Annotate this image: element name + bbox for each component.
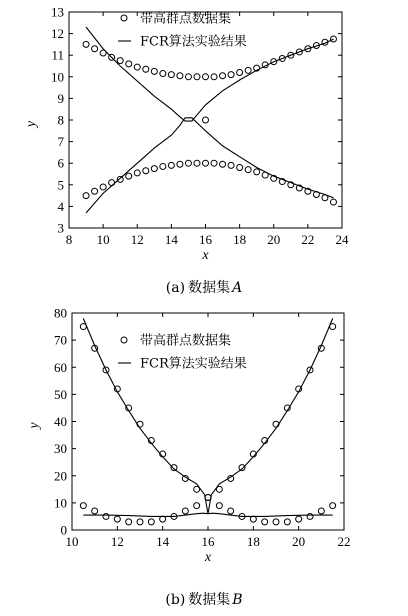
y-axis-label: y: [24, 120, 39, 128]
data-point: [211, 160, 217, 166]
data-point: [171, 465, 177, 471]
y-tick-label: 4: [57, 198, 64, 214]
x-tick-label: 10: [96, 232, 110, 247]
y-tick-label: 0: [60, 522, 67, 538]
data-point: [117, 58, 123, 64]
y-tick-label: 50: [54, 386, 67, 402]
data-point: [109, 180, 115, 186]
y-tick-label: 10: [51, 69, 64, 85]
data-point: [126, 173, 132, 179]
x-axis-label: x: [204, 550, 212, 565]
y-tick-label: 70: [54, 332, 67, 348]
y-tick-label: 80: [54, 305, 67, 321]
caption-var: B: [232, 592, 243, 608]
data-point: [92, 188, 98, 194]
y-tick-label: 5: [57, 177, 64, 193]
x-tick-label: 16: [201, 534, 215, 549]
caption-var: A: [232, 280, 243, 296]
data-point: [318, 508, 324, 514]
data-point: [216, 503, 222, 509]
data-point: [330, 503, 336, 509]
y-tick-label: 60: [54, 359, 67, 375]
x-tick-label: 24: [335, 232, 349, 247]
chart-1: [27, 306, 351, 609]
x-tick-label: 22: [301, 232, 315, 247]
fcr-curve: [185, 118, 334, 198]
legend-label: FCR算法实验结果: [140, 356, 247, 372]
fcr-curve: [86, 118, 185, 213]
data-point: [262, 519, 268, 525]
data-point: [168, 162, 174, 168]
data-point: [194, 503, 200, 509]
data-point: [117, 176, 123, 182]
data-point: [177, 73, 183, 79]
y-tick-label: 13: [51, 4, 64, 20]
chart-0: [24, 5, 349, 297]
fcr-curve: [83, 513, 208, 516]
data-point: [151, 166, 157, 172]
data-point: [185, 160, 191, 166]
x-tick-label: 18: [233, 232, 247, 247]
y-tick-label: 20: [54, 468, 67, 484]
data-point: [114, 516, 120, 522]
data-point: [228, 162, 234, 168]
x-tick-label: 18: [246, 534, 260, 549]
data-point: [134, 64, 140, 70]
y-tick-label: 11: [51, 47, 64, 63]
series-points: [80, 324, 335, 525]
data-point: [80, 503, 86, 509]
y-tick-label: 30: [54, 441, 67, 457]
data-point: [126, 61, 132, 67]
y-tick-label: 8: [57, 112, 64, 128]
data-point: [92, 508, 98, 514]
data-point: [143, 66, 149, 72]
data-point: [284, 519, 290, 525]
fcr-curve: [185, 39, 334, 121]
data-point: [203, 160, 209, 166]
x-tick-label: 16: [199, 232, 212, 247]
data-point: [203, 74, 209, 80]
data-point: [211, 74, 217, 80]
y-tick-label: 40: [54, 414, 67, 429]
data-point: [182, 508, 188, 514]
y-axis-label: y: [27, 422, 42, 429]
data-point: [103, 513, 109, 519]
fcr-curve: [208, 513, 333, 516]
data-point: [134, 170, 140, 176]
data-point: [220, 161, 226, 167]
legend: [118, 333, 247, 372]
data-point: [148, 519, 154, 525]
caption-prefix: (a): [165, 280, 186, 296]
data-point: [143, 168, 149, 174]
y-tick-label: 12: [51, 26, 64, 42]
data-point: [126, 519, 132, 525]
data-point: [273, 519, 279, 525]
data-point: [330, 199, 336, 205]
caption-prefix: (b): [165, 592, 186, 608]
x-tick-label: 8: [65, 232, 73, 247]
legend: [118, 11, 247, 50]
legend-label: 带高群点数据集: [140, 333, 232, 349]
caption-text: 数据集: [188, 592, 231, 608]
data-point: [245, 67, 251, 73]
data-point: [237, 165, 243, 171]
x-tick-label: 14: [164, 232, 178, 247]
data-point: [245, 167, 251, 173]
x-tick-label: 12: [110, 534, 124, 549]
caption-text: 数据集: [188, 280, 231, 296]
legend-marker-circle: [121, 337, 127, 343]
y-tick-label: 7: [57, 134, 64, 150]
data-point: [137, 519, 143, 525]
x-tick-label: 20: [267, 232, 281, 247]
x-tick-label: 10: [65, 534, 79, 549]
legend-marker-circle: [121, 15, 127, 21]
data-point: [296, 516, 302, 522]
data-point: [228, 72, 234, 78]
y-tick-label: 9: [57, 90, 64, 106]
series-fcr-lines: [86, 27, 333, 213]
legend-label: 带高群点数据集: [140, 11, 232, 27]
data-point: [160, 163, 166, 169]
x-tick-label: 14: [156, 534, 170, 549]
data-point: [185, 74, 191, 80]
data-point: [168, 72, 174, 78]
figure-caption: [166, 279, 242, 296]
x-tick-label: 20: [292, 534, 306, 549]
data-point: [83, 193, 89, 199]
data-point: [194, 74, 200, 80]
data-point: [228, 508, 234, 514]
data-point: [151, 68, 157, 74]
figure-caption: [165, 591, 242, 608]
data-point: [83, 41, 89, 47]
data-point: [194, 160, 200, 166]
y-tick-label: 6: [57, 155, 64, 171]
series-points: [83, 36, 336, 205]
data-point: [239, 465, 245, 471]
legend-label: FCR算法实验结果: [140, 34, 247, 50]
x-tick-label: 12: [130, 232, 144, 247]
x-axis-label: x: [202, 248, 209, 263]
data-point: [92, 46, 98, 52]
y-tick-label: 3: [57, 220, 64, 236]
data-point: [237, 69, 243, 75]
x-tick-label: 22: [337, 534, 351, 549]
data-point: [160, 71, 166, 77]
data-point: [160, 516, 166, 522]
data-point: [254, 169, 260, 175]
y-tick-label: 10: [54, 495, 67, 511]
data-point: [250, 516, 256, 522]
data-point: [220, 73, 226, 79]
data-point: [177, 161, 183, 167]
data-point: [307, 513, 313, 519]
data-point: [203, 117, 209, 123]
data-point: [100, 184, 106, 190]
